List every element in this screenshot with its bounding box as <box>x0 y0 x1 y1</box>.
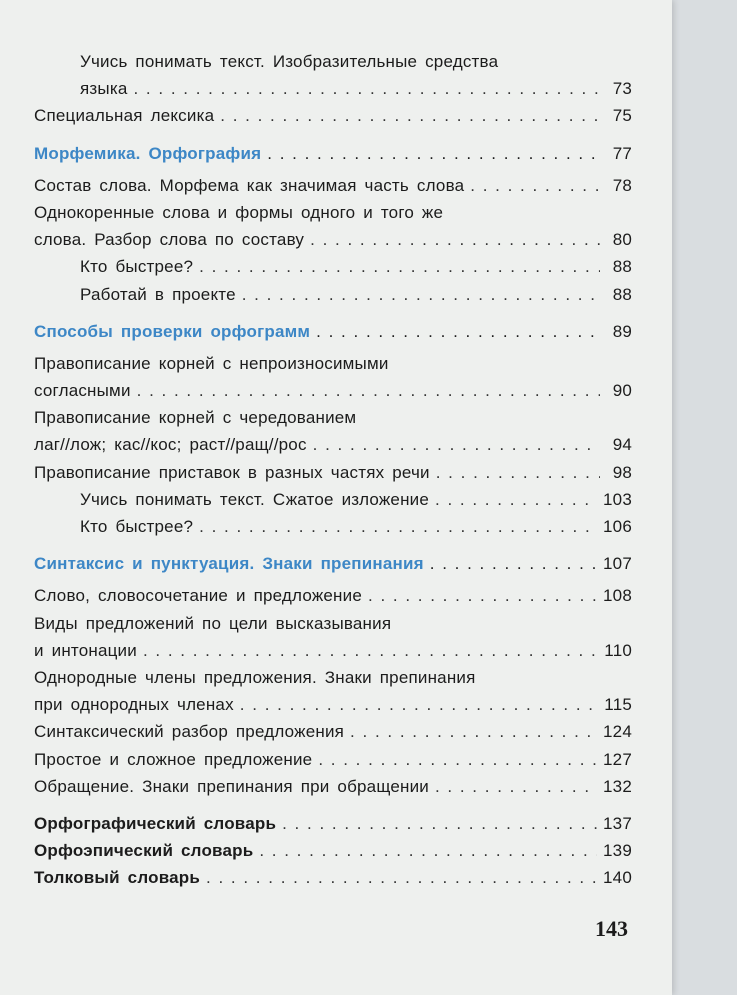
toc-section-heading <box>34 140 632 167</box>
toc-entry-page: 78 <box>612 175 632 195</box>
toc-entry <box>34 664 632 691</box>
toc-entry-page: 103 <box>603 489 632 509</box>
page-number: 143 <box>595 916 628 941</box>
toc-entry <box>34 718 632 745</box>
toc-entry <box>34 459 632 486</box>
toc-appendix-entry <box>34 810 632 837</box>
toc-entry-title: Синтаксический разбор предложения <box>34 722 345 742</box>
toc-entry-page: 89 <box>612 321 632 341</box>
dot-leader <box>133 75 600 102</box>
toc-entry <box>34 75 632 102</box>
dot-leader <box>137 377 600 404</box>
toc-entry <box>34 513 632 540</box>
toc-entry-title: Правописание корней с непроизносимыми <box>34 353 389 373</box>
toc-entry-page: 106 <box>603 517 632 536</box>
toc-entry-page: 107 <box>603 554 632 574</box>
toc-entry-title: Учись понимать текст. Изобразительные средства <box>80 52 499 71</box>
toc-entry-page: 139 <box>603 841 632 861</box>
toc-section-title: Способы проверки орфограмм <box>34 321 311 341</box>
dot-leader <box>470 172 600 199</box>
toc-appendix-entry <box>34 864 632 891</box>
toc-entry <box>34 582 632 609</box>
dot-leader <box>143 637 598 664</box>
toc-entry-title: Правописание корней с чередованием <box>34 408 357 428</box>
toc-entry-title: Однокоренные слова и формы одного и того же <box>34 202 444 222</box>
dot-leader <box>310 226 600 253</box>
toc-entry-title: Однородные члены предложения. Знаки препинания <box>34 667 476 687</box>
toc-entry-title: Толковый словарь <box>34 868 201 888</box>
dot-leader <box>430 550 597 577</box>
toc-entry-title: Простое и сложное предложение <box>34 749 313 769</box>
toc-entry-title: Кто быстрее? <box>80 257 194 277</box>
dot-leader <box>199 253 600 280</box>
toc-entry <box>34 691 632 718</box>
dot-leader <box>368 582 597 609</box>
toc-entry <box>34 253 632 280</box>
toc-entry <box>34 350 632 377</box>
toc-entry-page: 73 <box>612 79 632 99</box>
toc-entry-title: и интонации <box>34 640 137 660</box>
toc-entry <box>34 637 632 664</box>
toc-entry <box>34 773 632 800</box>
toc-entry-page: 90 <box>612 381 632 401</box>
dot-leader <box>240 691 599 718</box>
dot-leader <box>242 281 600 308</box>
toc-appendix-entry <box>34 837 632 864</box>
toc-entry <box>34 746 632 773</box>
dot-leader <box>436 459 600 486</box>
toc-entry <box>34 172 632 199</box>
toc-entry <box>34 431 632 458</box>
toc-entry-title: лаг//лож; кас//кос; раст//ращ//рос <box>34 435 307 455</box>
toc-entry-page: 75 <box>612 106 632 126</box>
toc-entry-page: 108 <box>603 586 632 606</box>
dot-leader <box>435 486 597 513</box>
toc-entry <box>34 226 632 253</box>
toc-entry-title: Орфографический словарь <box>34 813 277 833</box>
toc-entry <box>34 377 632 404</box>
toc-entry <box>34 404 632 431</box>
toc-section-title: Морфемика. Орфография <box>34 143 262 163</box>
dot-leader <box>282 810 597 837</box>
dot-leader <box>267 140 600 167</box>
dot-leader <box>318 746 597 773</box>
toc-entry-title: Правописание приставок в разных частях речи <box>34 462 430 482</box>
dot-leader <box>220 102 600 129</box>
toc-section-heading <box>34 550 632 577</box>
toc-entry <box>34 48 632 75</box>
toc-entry-title: Виды предложений по цели высказывания <box>34 613 392 633</box>
dot-leader <box>206 864 597 891</box>
toc-entry-title: языка <box>80 79 128 99</box>
toc-entry-page: 77 <box>612 143 632 163</box>
toc-entry-title: Орфоэпический словарь <box>34 841 254 861</box>
toc-entry <box>34 281 632 308</box>
toc-entry-title: Кто быстрее? <box>80 517 194 536</box>
toc-entry-page: 124 <box>603 722 632 742</box>
toc-entry-page: 88 <box>612 257 632 277</box>
toc-entry-page: 132 <box>603 776 632 796</box>
toc-entry-title: Специальная лексика <box>34 106 215 126</box>
toc-entry-title: при однородных членах <box>34 695 234 715</box>
toc-entry-title: Обращение. Знаки препинания при обращении <box>34 776 429 796</box>
dot-leader <box>316 318 600 345</box>
toc-entry-page: 88 <box>612 284 632 304</box>
toc-entry-title: Учись понимать текст. Сжатое изложение <box>80 489 430 509</box>
table-of-contents <box>34 48 632 891</box>
toc-entry <box>34 199 632 226</box>
toc-entry-page: 127 <box>603 749 632 769</box>
dot-leader <box>435 773 597 800</box>
dot-leader <box>350 718 597 745</box>
toc-entry-title: согласными <box>34 381 131 401</box>
toc-entry-page: 80 <box>612 230 632 250</box>
dot-leader <box>313 431 600 458</box>
toc-section-heading <box>34 318 632 345</box>
toc-entry-page: 110 <box>604 640 632 660</box>
toc-entry-page: 98 <box>612 462 632 482</box>
toc-entry-page: 140 <box>603 868 632 888</box>
toc-entry <box>34 102 632 129</box>
dot-leader <box>199 513 597 540</box>
toc-entry-page: 137 <box>603 813 632 833</box>
toc-entry <box>34 610 632 637</box>
toc-entry-page: 115 <box>604 695 632 715</box>
toc-entry-page: 94 <box>612 435 632 455</box>
toc-entry-title: Состав слова. Морфема как значимая часть слова <box>34 175 465 195</box>
toc-entry-title: слова. Разбор слова по составу <box>34 230 305 250</box>
toc-section-title: Синтаксис и пунктуация. Знаки препинания <box>34 554 424 574</box>
toc-entry-title: Работай в проекте <box>80 284 236 304</box>
toc-entry-title: Слово, словосочетание и предложение <box>34 586 362 606</box>
toc-entry <box>34 486 632 513</box>
dot-leader <box>259 837 597 864</box>
